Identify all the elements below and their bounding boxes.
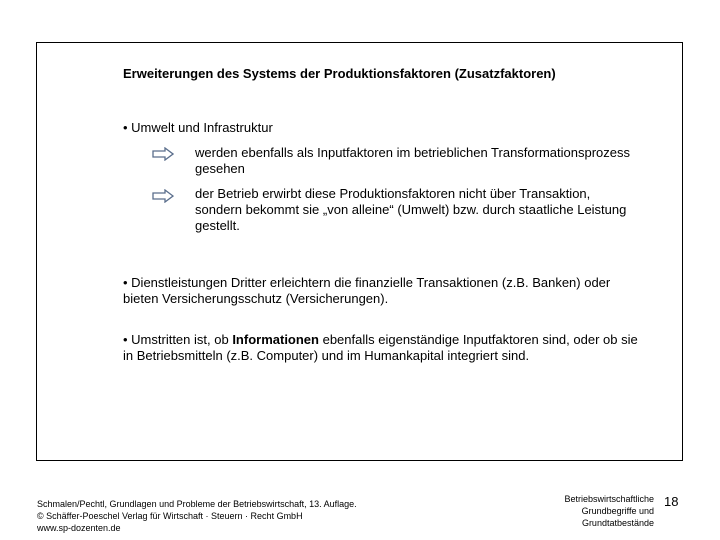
footer-citation xyxy=(37,498,357,534)
footer-chapter-line1: Betriebswirtschaftliche xyxy=(564,494,654,504)
footer-chapter xyxy=(540,493,654,529)
bullet-informationen-post: ebenfalls eigenständige Inputfaktoren sind, oder ob sie in Betriebsmitteln (z.B. Computer) und im Humankapital integriert sind. xyxy=(123,332,638,363)
slide-title: Erweiterungen des Systems der Produktionsfaktoren (Zusatzfaktoren) xyxy=(123,66,556,81)
footer-chapter-line3: Grundtatbestände xyxy=(581,518,654,528)
right-arrow-icon xyxy=(152,147,174,161)
footer-citation-line1: Schmalen/Pechtl, Grundlagen und Probleme der Betriebswirtschaft, 13. Auflage. xyxy=(37,499,357,509)
bullet-umwelt: • Umwelt und Infrastruktur xyxy=(123,120,273,135)
page-number: 18 xyxy=(664,494,679,509)
sub-point-inputfaktoren: werden ebenfalls als Inputfaktoren im betrieblichen Transformationsprozess gesehen xyxy=(195,145,631,176)
bullet-informationen xyxy=(123,332,643,364)
bullet-informationen-pre: • Umstritten ist, ob xyxy=(123,332,233,347)
sub-point-erwerb: der Betrieb erwirbt diese Produktionsfaktoren nicht über Transaktion, sondern bekommt sie „von alleine“ (Umwelt) bzw. durch staatliche Leistung gestellt. xyxy=(195,186,627,233)
footer-citation-line3: www.sp-dozenten.de xyxy=(37,523,121,533)
slide-frame xyxy=(36,42,683,461)
bullet-dienstleistungen: • Dienstleistungen Dritter erleichtern die finanzielle Transaktionen (z.B. Banken) oder bieten Versicherungsschutz (Versicherungen). xyxy=(123,275,611,306)
footer-citation-line2: © Schäffer-Poeschel Verlag für Wirtschaft · Steuern · Recht GmbH xyxy=(37,511,303,521)
bullet-informationen-bold: Informationen xyxy=(232,332,319,347)
footer-chapter-line2: Grundbegriffe und xyxy=(581,506,654,516)
right-arrow-icon xyxy=(152,189,174,203)
